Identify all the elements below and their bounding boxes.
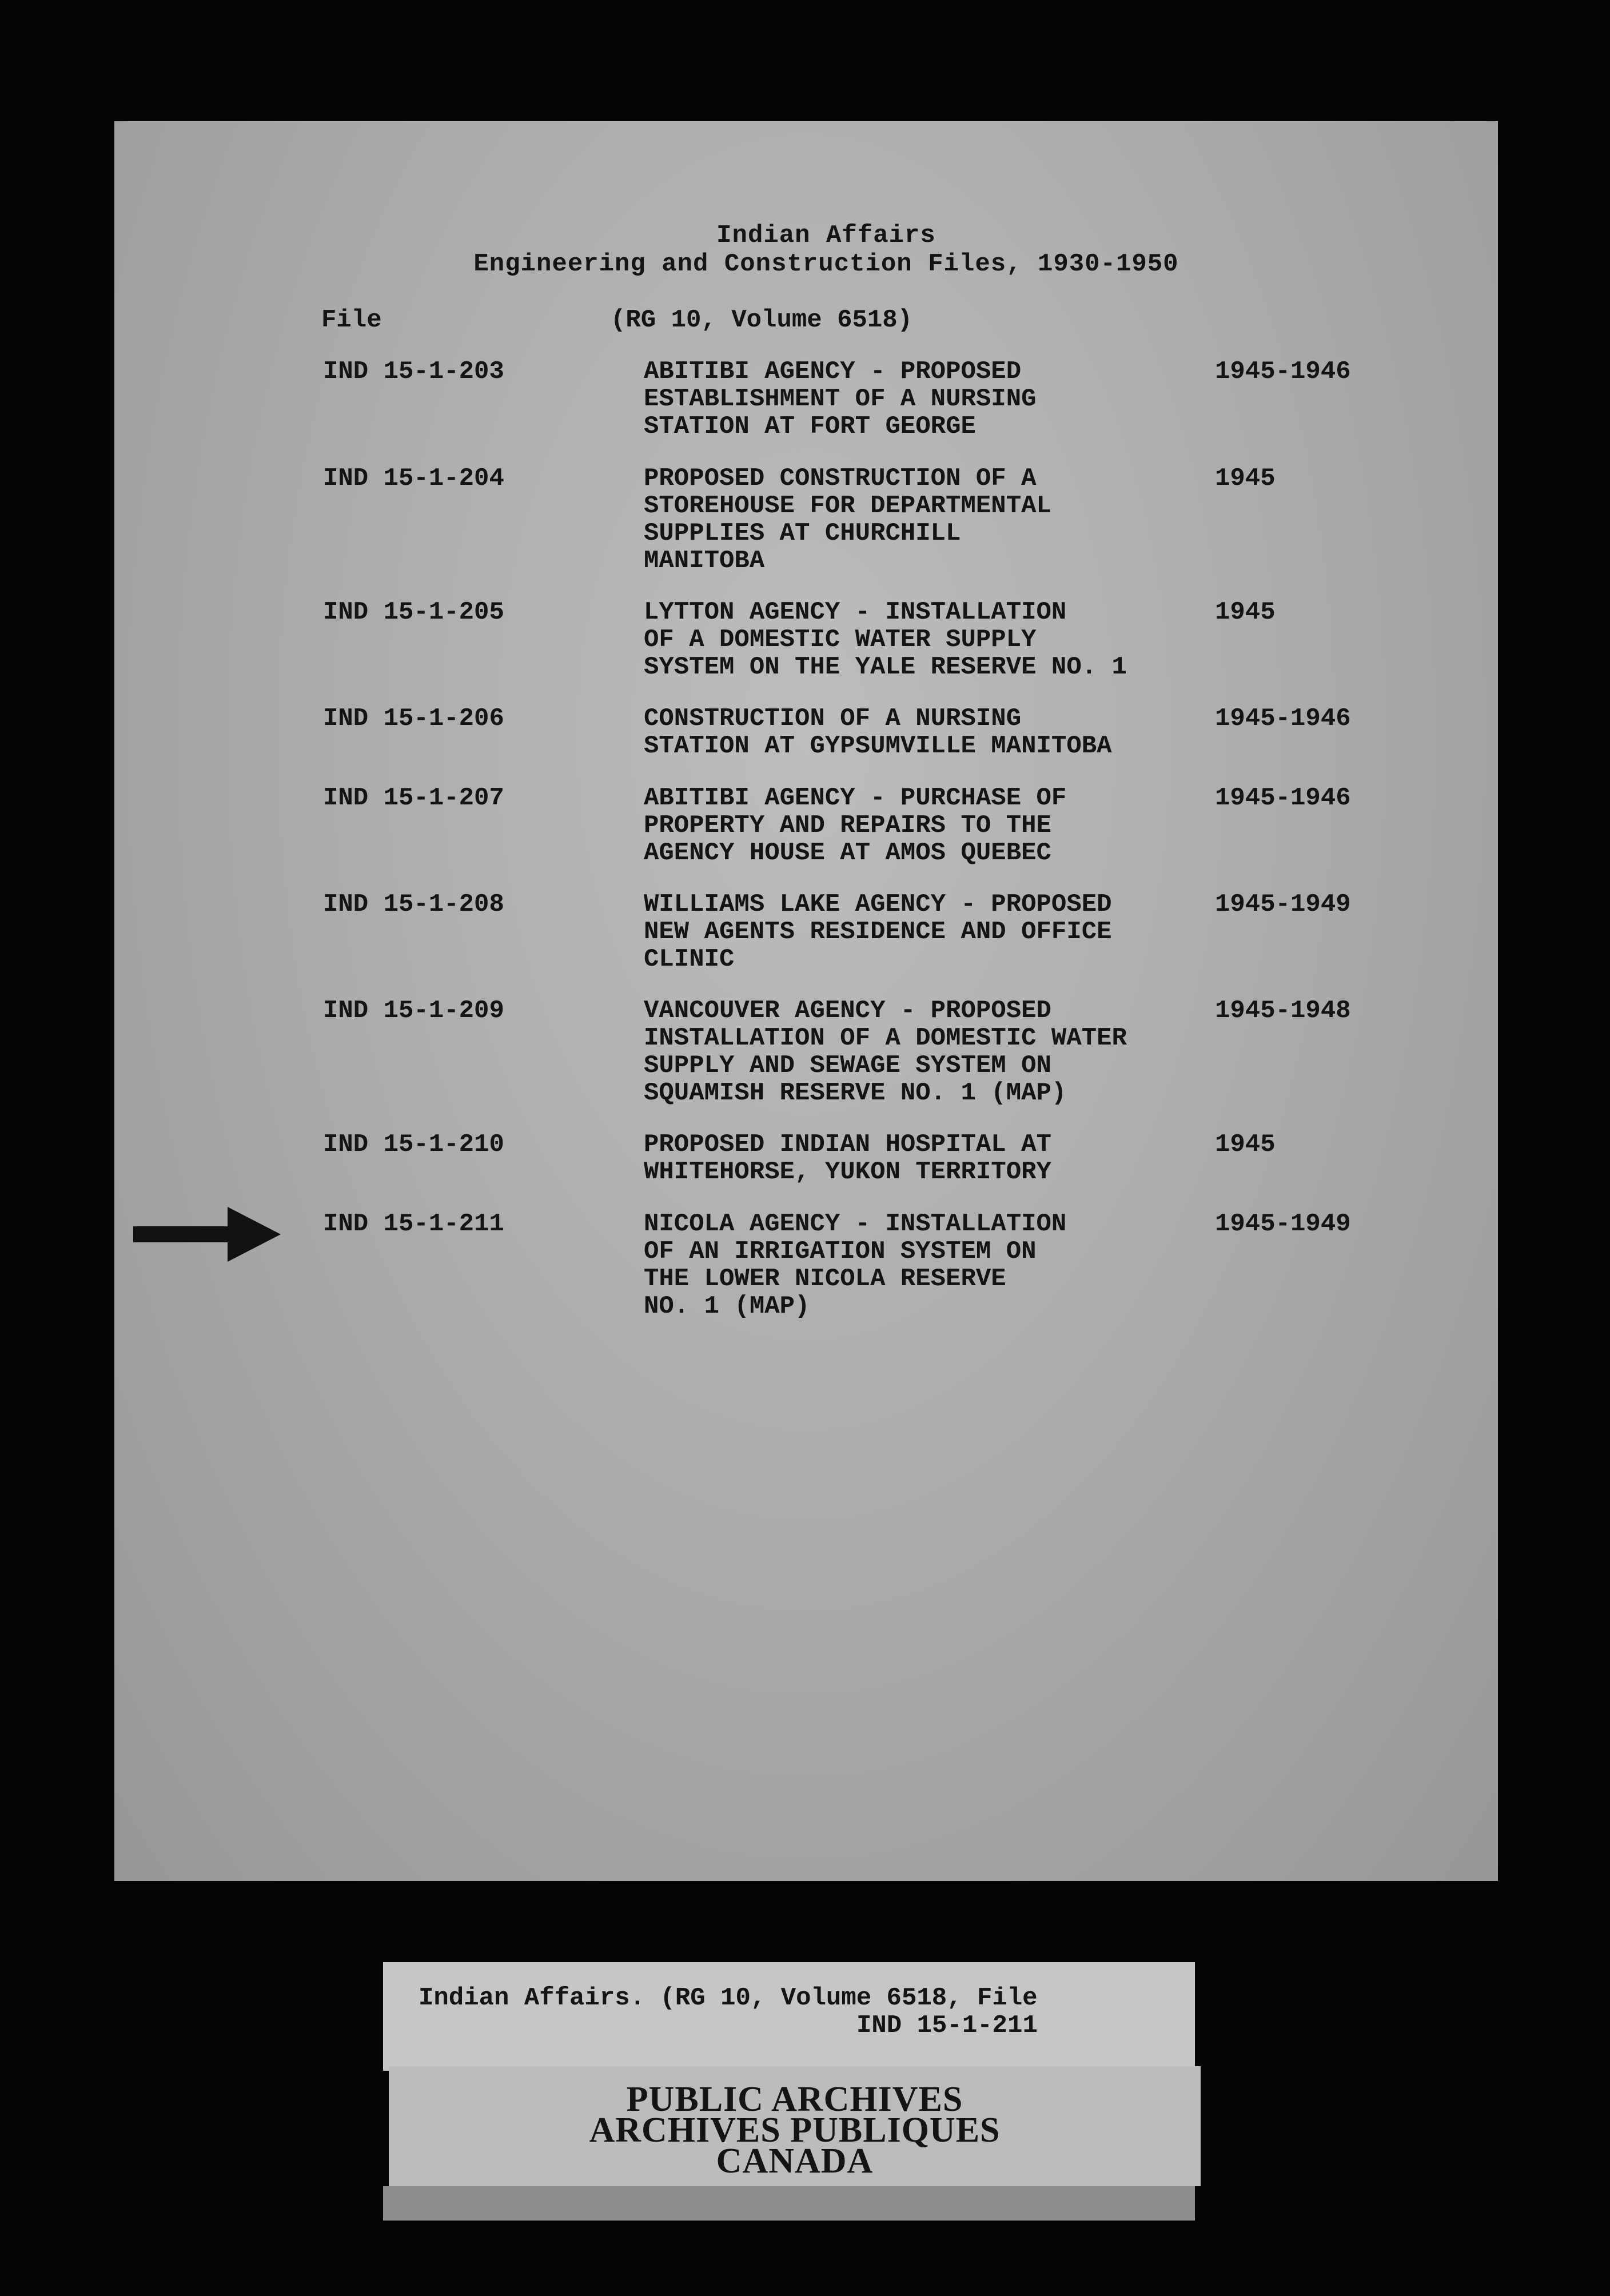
- file-number: IND 15-1-208: [323, 890, 504, 919]
- label-edge: [383, 2186, 1195, 2221]
- file-number: IND 15-1-210: [323, 1130, 504, 1159]
- file-number: IND 15-1-207: [323, 784, 504, 812]
- file-dates: 1945: [1215, 464, 1276, 493]
- archive-label: [383, 1962, 1195, 2071]
- file-number: IND 15-1-206: [323, 704, 504, 733]
- file-description: ABITIBI AGENCY - PROPOSED ESTABLISHMENT OF A NURSING STATION AT FORT GEORGE: [644, 357, 1037, 441]
- volume-reference: (RG 10, Volume 6518): [611, 306, 913, 334]
- file-dates: 1945-1946: [1215, 784, 1351, 812]
- pointer-arrow-icon: [133, 1206, 282, 1263]
- file-description: ABITIBI AGENCY - PURCHASE OF PROPERTY AND REPAIRS TO THE AGENCY HOUSE AT AMOS QUEBEC: [644, 784, 1067, 867]
- file-number: IND 15-1-203: [323, 357, 504, 386]
- file-description: CONSTRUCTION OF A NURSING STATION AT GYPSUMVILLE MANITOBA: [644, 704, 1112, 760]
- file-dates: 1945-1948: [1215, 996, 1351, 1025]
- file-dates: 1945-1946: [1215, 357, 1351, 386]
- label-reference: Indian Affairs. (RG 10, Volume 6518, File: [419, 1984, 1038, 2012]
- file-dates: 1945: [1215, 1130, 1276, 1159]
- file-number: IND 15-1-209: [323, 996, 504, 1025]
- file-description: VANCOUVER AGENCY - PROPOSED INSTALLATION OF A DOMESTIC WATER SUPPLY AND SEWAGE SYSTEM ON SQUAMISH RESERVE NO. 1 (MAP): [644, 996, 1127, 1107]
- document-page: [114, 121, 1498, 1881]
- stamp-line-french: ARCHIVES PUBLIQUES: [589, 2111, 1001, 2150]
- file-description: NICOLA AGENCY - INSTALLATION OF AN IRRIGATION SYSTEM ON THE LOWER NICOLA RESERVE NO. 1 (MAP): [644, 1210, 1067, 1321]
- file-description: PROPOSED CONSTRUCTION OF A STOREHOUSE FOR DEPARTMENTAL SUPPLIES AT CHURCHILL MANITOBA: [644, 464, 1051, 575]
- file-dates: 1945: [1215, 598, 1276, 627]
- file-number: IND 15-1-211: [323, 1210, 504, 1238]
- stamp-line-country: CANADA: [716, 2142, 874, 2181]
- file-dates: 1945-1946: [1215, 704, 1351, 733]
- file-dates: 1945-1949: [1215, 1210, 1351, 1238]
- file-number: IND 15-1-205: [323, 598, 504, 627]
- archive-stamp: [389, 2066, 1201, 2186]
- file-column-heading: File: [321, 306, 382, 334]
- label-file-number: IND 15-1-211: [856, 2011, 1038, 2040]
- file-description: PROPOSED INDIAN HOSPITAL AT WHITEHORSE, YUKON TERRITORY: [644, 1130, 1051, 1186]
- file-description: WILLIAMS LAKE AGENCY - PROPOSED NEW AGENTS RESIDENCE AND OFFICE CLINIC: [644, 890, 1112, 974]
- file-description: LYTTON AGENCY - INSTALLATION OF A DOMESTIC WATER SUPPLY SYSTEM ON THE YALE RESERVE NO. 1: [644, 598, 1127, 681]
- file-number: IND 15-1-204: [323, 464, 504, 493]
- document-subtitle: Engineering and Construction Files, 1930-1950: [473, 250, 1179, 278]
- stamp-line-english: PUBLIC ARCHIVES: [626, 2080, 963, 2119]
- document-title: Indian Affairs: [716, 221, 936, 250]
- file-dates: 1945-1949: [1215, 890, 1351, 919]
